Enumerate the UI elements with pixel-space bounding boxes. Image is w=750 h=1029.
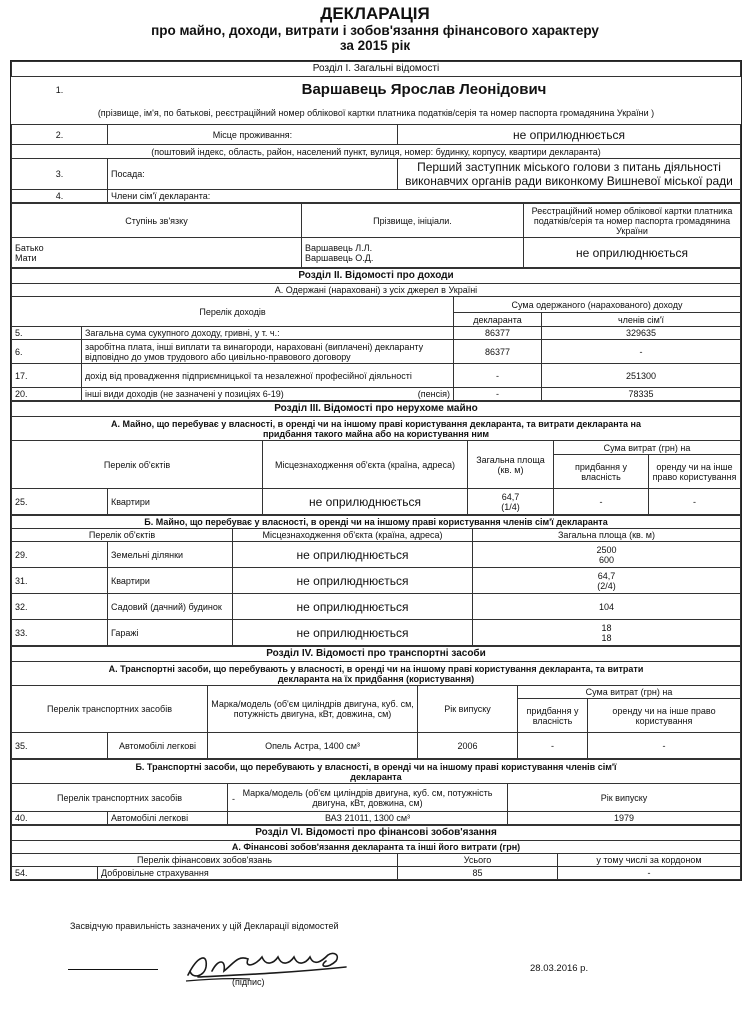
section-3b-table [11,515,741,646]
section-3-subtitle-b: Б. Майно, що перебуває у власності, в оренді чи на іншому праві користування членів сім'ї декларанта [12,516,741,529]
family-members-table [11,203,741,268]
section-2-subtitle-a: А. Одержані (нараховані) з усіх джерел в Україні [12,284,741,297]
family-property-row-33-location: не оприлюднюється [233,620,473,646]
obligation-total: 85 [398,867,558,880]
family-vehicle-model: ВАЗ 21011, 1300 см³ [228,812,508,825]
income-row-20-number: 20. [12,388,82,401]
section-3a-table [11,401,741,515]
col-obligation-list: Перелік фінансових зобов'язань [12,854,398,867]
section-2-table [11,268,741,401]
residence-label: Місце проживання: [108,125,398,145]
residence-value: не оприлюднюється [398,125,741,145]
section-3-subtitle-a: А. Майно, що перебуває у власності, в оренді чи на іншому праві користування декларанта, та витрати декларанта на придбання такого майна або на користування ним [12,417,741,441]
section-6-table [11,825,741,880]
vehicle-a-model: Опель Астра, 1400 см³ [208,733,418,759]
name-caption: (прізвище, ім'я, по батькові, реєстраційний номер облікової картки платника податків/серія та номер паспорта громадянина України ) [97,108,655,119]
certification-text: Засвідчую правильність зазначених у цій Декларації відомостей [70,921,339,931]
family-vehicle-number: 40. [12,812,108,825]
property-a-number: 25. [12,489,108,515]
col-property-area: Загальна площа (кв. м) [468,441,554,489]
section-2-title: Розділ ІІ. Відомості про доходи [12,269,741,284]
income-row-20-declarant: - [454,388,542,401]
property-a-type: Квартири [108,489,263,515]
section-4a-table [11,646,741,759]
family-property-row-33-type: Гаражі [108,620,233,646]
col-property-list: Перелік об'єктів [12,441,263,489]
family-property-row-31-location: не оприлюднюється [233,568,473,594]
col-family-vehicle-model: Марка/модель (об'єм циліндрів двигуна, куб. см, потужність двигуна, кВт, довжина, см) [242,787,493,808]
document-year: за 2015 рік [339,38,411,53]
col-family-property-area: Загальна площа (кв. м) [473,529,741,542]
row-4-number: 4. [12,190,108,203]
family-property-row-33-area-1: 18 [601,622,612,633]
income-row-17-declarant: - [454,364,542,388]
member-name-1: Варшавець Л.Л. [305,242,373,253]
members-id-value: не оприлюднюється [524,238,741,268]
relation-father: Батько [15,242,44,253]
income-row-6-label: заробітна плата, інші виплати та винагороди, нараховані (виплачені) декларанту відповідно до умов трудового або цивільно-правового договору [82,340,454,364]
family-property-row-31-area-2: (2/4) [597,580,616,591]
col-family: членів сім'ї [542,313,741,327]
section-1-title: Розділ І. Загальні відомості [12,62,741,77]
family-label: Члени сім'ї декларанта: [108,190,741,203]
col-vehicle-rent: оренду чи на інше право користування [588,699,741,733]
col-property-rent: оренду чи на інше право користування [649,455,741,489]
declaration-date: 28.03.2016 р. [530,963,589,974]
income-row-6-declarant: 86377 [454,340,542,364]
handwritten-signature [178,945,353,985]
col-family-property-location: Місцезнаходження об'єкта (країна, адреса) [233,529,473,542]
declaration-form [10,60,742,881]
col-family-vehicle-list: Перелік транспортних засобів [12,784,228,812]
section-4-subtitle-a: А. Транспортні засоби, що перебувають у власності, в оренді чи на іншому праві користування декларанта, та витрати декларанта на їх придбання (користування) [12,662,741,686]
position-label: Посада: [108,159,398,190]
property-a-buy: - [554,489,649,515]
family-vehicle-dash: - [232,794,235,804]
family-vehicle-year: 1979 [508,812,741,825]
document-subtitle: про майно, доходи, витрати і зобов'язання фінансового характеру [151,23,599,38]
relation-mother: Мати [15,252,37,263]
signature-line [68,969,158,970]
property-a-area: 64,7 [501,491,520,502]
income-row-17-label: дохід від провадження підприємницької та незалежної професійної діяльності [82,364,454,388]
signature-caption: (підпис) [232,977,265,987]
section-6-title: Розділ VI. Відомості про фінансові зобов'язання [12,826,741,841]
declarant-name: Варшавець Ярослав Леонідович [301,80,547,98]
col-vehicle-buy: придбання у власність [518,699,588,733]
col-obligation-total: Усього [398,854,558,867]
row-1-number: 1. [55,84,64,95]
section-4b-table [11,759,741,825]
property-a-share: (1/4) [501,501,520,512]
section-4-title: Розділ IV. Відомості про транспортні засоби [12,647,741,662]
obligation-type: Добровільне страхування [98,867,398,880]
family-property-row-29-type: Земельні ділянки [108,542,233,568]
col-family-vehicle-year: Рік випуску [508,784,741,812]
family-property-row-31-type: Квартири [108,568,233,594]
col-vehicle-costs: Сума витрат (грн) на [518,686,741,699]
col-income-list: Перелік доходів [12,297,454,327]
position-value: Перший заступник міського голови з питань діяльності виконавчих органів ради виконкому Вишневої міської ради [398,159,741,190]
property-a-location: не оприлюднюється [263,489,468,515]
income-row-17-family: 251300 [542,364,741,388]
family-property-row-33-area-2: 18 [601,632,612,643]
income-row-6-family: - [542,340,741,364]
col-member-name: Прізвище, ініціали. [302,204,524,238]
income-row-5-number: 5. [12,327,82,340]
family-property-row-29-area-1: 2500 [596,544,617,555]
col-member-id: Реєстраційний номер облікової картки платника податків/серія та номер паспорта громадянина України [524,204,741,238]
col-property-buy: придбання у власність [554,455,649,489]
col-property-location: Місцезнаходження об'єкта (країна, адреса) [263,441,468,489]
col-vehicle-year: Рік випуску [418,686,518,733]
document-header [0,0,750,53]
col-vehicle-model: Марка/модель (об'єм циліндрів двигуна, куб. см, потужність двигуна, кВт, довжина, см) [208,686,418,733]
row-3-number: 3. [12,159,108,190]
family-property-row-32-location: не оприлюднюється [233,594,473,620]
family-property-row-31-area-1: 64,7 [597,570,616,581]
section-1-table [11,61,741,203]
col-family-property-list: Перелік об'єктів [12,529,233,542]
family-property-row-32-area: 104 [473,594,741,620]
col-income-sum: Сума одержаного (нарахованого) доходу [454,297,741,313]
member-name-2: Варшавець О.Д. [305,252,374,263]
income-row-5-declarant: 86377 [454,327,542,340]
signature-block [0,917,750,1029]
residence-caption: (поштовий індекс, область, район, населений пункт, вулиця, номер: будинку, корпусу, квартири декларанта) [12,145,741,159]
family-property-row-29-area-2: 600 [598,554,615,565]
obligation-abroad: - [558,867,741,880]
obligation-number: 54. [12,867,98,880]
col-obligation-abroad: у тому числі за кордоном [558,854,741,867]
income-row-5-family: 329635 [542,327,741,340]
income-row-20-note: (пенсія) [417,389,450,399]
income-row-6-number: 6. [12,340,82,364]
income-row-5-label: Загальна сума сукупного доходу, гривні, у т. ч.: [82,327,454,340]
section-3-title: Розділ ІІІ. Відомості про нерухоме майно [12,402,741,417]
vehicle-a-buy: - [518,733,588,759]
family-property-row-29-location: не оприлюднюється [233,542,473,568]
vehicle-a-number: 35. [12,733,108,759]
family-property-row-29-number: 29. [12,542,108,568]
col-declarant: декларанта [454,313,542,327]
vehicle-a-type: Автомобілі легкові [108,733,208,759]
section-6-subtitle-a: А. Фінансові зобов'язання декларанта та інші його витрати (грн) [12,841,741,854]
col-vehicle-list: Перелік транспортних засобів [12,686,208,733]
property-a-rent: - [649,489,741,515]
col-property-costs: Сума витрат (грн) на [554,441,741,455]
income-row-20-family: 78335 [542,388,741,401]
family-property-row-33-number: 33. [12,620,108,646]
family-property-row-32-number: 32. [12,594,108,620]
income-row-17-number: 17. [12,364,82,388]
family-property-row-32-type: Садовий (дачний) будинок [108,594,233,620]
vehicle-a-year: 2006 [418,733,518,759]
vehicle-a-rent: - [588,733,741,759]
section-4-subtitle-b: Б. Транспортні засоби, що перебувають у власності, в оренді чи на іншому праві користування членів сім'ї декларанта [12,760,741,784]
col-relation: Ступінь зв'язку [12,204,302,238]
document-title: ДЕКЛАРАЦІЯ [320,4,430,23]
family-property-row-31-number: 31. [12,568,108,594]
income-row-20-label: інші види доходів (не зазначені у позиціях 6-19) [85,389,284,399]
family-vehicle-type: Автомобілі легкові [108,812,228,825]
row-2-number: 2. [12,125,108,145]
